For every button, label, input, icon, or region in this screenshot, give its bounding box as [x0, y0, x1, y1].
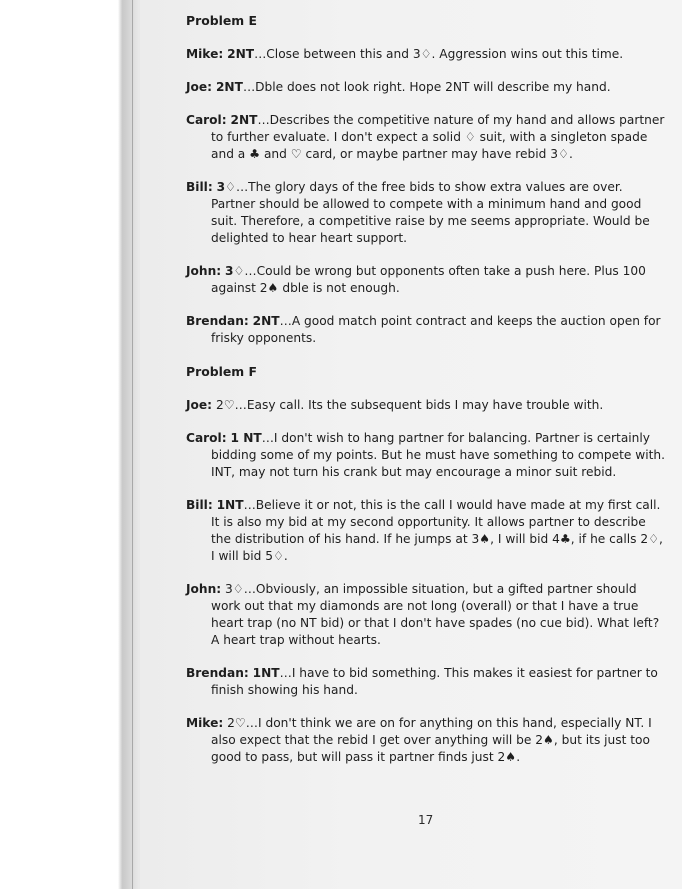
section-heading: Problem E: [186, 13, 257, 28]
book-gutter-line: [132, 0, 133, 889]
bid: 2♡: [227, 716, 246, 730]
answer-text: …I don't wish to hang partner for balancing. Partner is certainly bidding some of my points. But he must have something to compete with. INT, may not turn his crank but may encourage a minor suit rebid.: [211, 431, 665, 479]
speaker-name: Carol:: [186, 113, 227, 127]
bid: 3♢: [225, 264, 245, 278]
answer-entry: [186, 497, 666, 565]
bid: 2NT: [227, 47, 255, 61]
answer-entry: [186, 430, 666, 481]
bid: 2NT: [230, 113, 258, 127]
bid: 2NT: [252, 314, 280, 328]
answer-entry: [186, 665, 666, 699]
scan-background: [0, 0, 122, 889]
book-page: [140, 0, 682, 889]
section-problem-e: [186, 12, 666, 347]
answer-text: …Easy call. Its the subsequent bids I may have trouble with.: [234, 398, 604, 412]
answer-entry: [186, 179, 666, 247]
speaker-name: Bill:: [186, 180, 213, 194]
answer-text: …Could be wrong but opponents often take a push here. Plus 100 against 2♠ dble is not enough.: [211, 264, 646, 295]
speaker-name: Mike:: [186, 716, 224, 730]
speaker-name: Bill:: [186, 498, 213, 512]
answer-entry: [186, 46, 666, 63]
page-content: [186, 12, 666, 782]
bid: 1 NT: [230, 431, 262, 445]
bid: 3♢: [225, 582, 244, 596]
answer-text: …Close between this and 3♢. Aggression wins out this time.: [254, 47, 624, 61]
answer-text: …The glory days of the free bids to show extra values are over. Partner should be allowed to compete with a minimum hand and good suit. Therefore, a competitive raise by me seems appropriate. Would be delighted to hear heart support.: [211, 180, 650, 245]
answer-entry: [186, 263, 666, 297]
answer-text: …I have to bid something. This makes it easiest for partner to finish showing his hand.: [211, 666, 658, 697]
speaker-name: Joe:: [186, 80, 213, 94]
answer-entry: [186, 715, 666, 766]
answer-text: …Believe it or not, this is the call I would have made at my first call. It is also my bid at my second opportunity. It allows partner to describe the distribution of his hand. If he jumps at 3♠, I will bid 4♣, if he calls 2♢, I will bid 5♢.: [211, 498, 663, 563]
section-problem-f: [186, 363, 666, 766]
answer-entry: [186, 79, 666, 96]
answer-text: …Obviously, an impossible situation, but a gifted partner should work out that my diamonds are not long (overall) or that I have a true heart trap (no NT bid) or that I don't have spades (no cue bid). What left? A heart trap without hearts.: [211, 582, 660, 647]
bid: 3♢: [216, 180, 236, 194]
speaker-name: Joe:: [186, 398, 213, 412]
speaker-name: Brendan:: [186, 314, 249, 328]
answer-entry: [186, 112, 666, 163]
answer-text: …A good match point contract and keeps the auction open for frisky opponents.: [211, 314, 661, 345]
answer-entry: [186, 397, 666, 414]
bid: 1NT: [216, 498, 244, 512]
speaker-name: John:: [186, 582, 222, 596]
speaker-name: John:: [186, 264, 222, 278]
answer-entry: [186, 313, 666, 347]
bid: 1NT: [252, 666, 280, 680]
speaker-name: Brendan:: [186, 666, 249, 680]
book-spine-shadow: [118, 0, 142, 889]
answer-text: …Describes the competitive nature of my hand and allows partner to further evaluate. I don't expect a solid ♢ suit, with a singleton spade and a ♣ and ♡ card, or maybe partner may have rebid 3♢.: [211, 113, 665, 161]
answer-entry: [186, 581, 666, 649]
section-heading: Problem F: [186, 364, 257, 379]
answer-text: …I don't think we are on for anything on this hand, especially NT. I also expect that the rebid I get over anything will be 2♠, but its just too good to pass, but will pass it partner finds just 2♠.: [211, 716, 652, 764]
speaker-name: Carol:: [186, 431, 227, 445]
bid: 2NT: [215, 80, 243, 94]
bid: 2♡: [215, 398, 235, 412]
page-number: 17: [418, 813, 434, 827]
answer-text: …Dble does not look right. Hope 2NT will describe my hand.: [242, 80, 611, 94]
speaker-name: Mike:: [186, 47, 224, 61]
